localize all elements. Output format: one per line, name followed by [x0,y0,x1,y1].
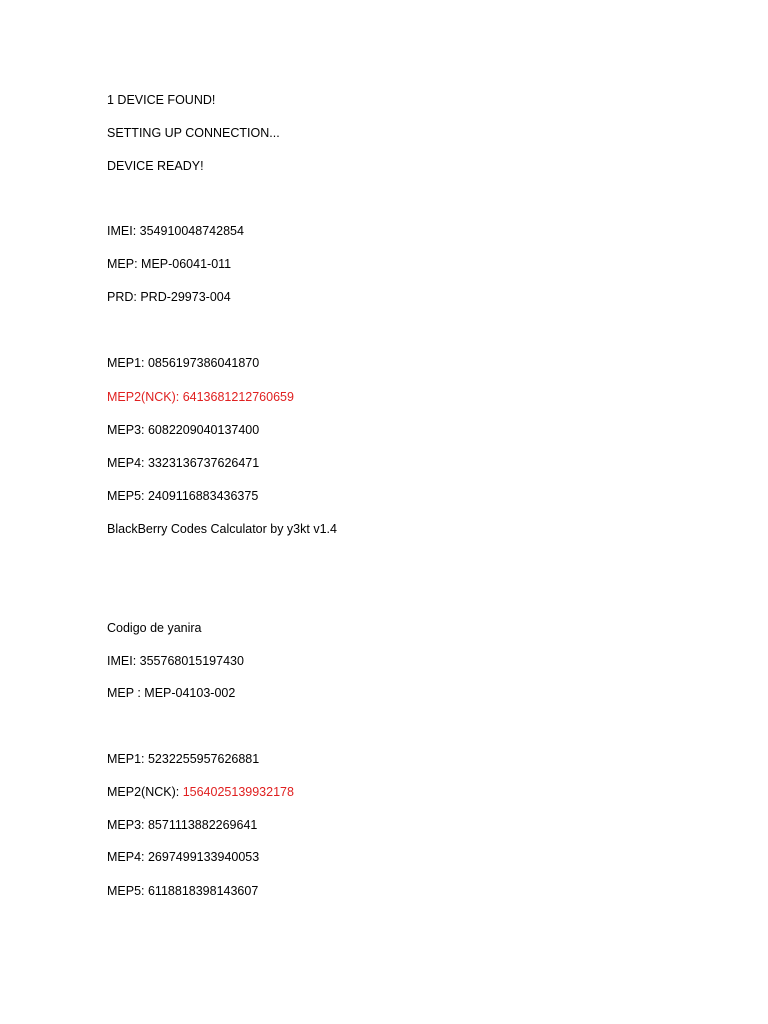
mep5-line-2: MEP5: 6118818398143607 [107,884,259,898]
mep5-line-1: MEP5: 2409116883436375 [107,489,259,503]
calculator-credit-line: BlackBerry Codes Calculator by y3kt v1.4 [107,522,337,536]
mep2-nck-line-1: MEP2(NCK): 6413681212760659 [107,390,294,404]
imei-line-1: IMEI: 354910048742854 [107,224,244,238]
mep4-line-2: MEP4: 2697499133940053 [107,850,260,864]
mep3-line-2: MEP3: 8571113882269641 [107,818,258,832]
mep-line-2: MEP : MEP-04103-002 [107,686,236,700]
device-ready-line: DEVICE READY! [107,159,204,173]
mep2-nck-label-2: MEP2(NCK): [107,785,183,799]
device-found-line: 1 DEVICE FOUND! [107,93,216,107]
mep1-line-1: MEP1: 0856197386041870 [107,356,260,370]
mep-line-1: MEP: MEP-06041-011 [107,257,232,271]
mep4-line-1: MEP4: 3323136737626471 [107,456,260,470]
mep2-nck-value-2: 1564025139932178 [182,785,294,799]
mep3-line-1: MEP3: 6082209040137400 [107,423,260,437]
mep2-nck-line-2 [107,784,294,800]
imei-line-2: IMEI: 355768015197430 [107,654,244,668]
mep1-line-2: MEP1: 5232255957626881 [107,752,260,766]
setting-up-line: SETTING UP CONNECTION... [107,126,280,140]
prd-line-1: PRD: PRD-29973-004 [107,290,231,304]
codigo-heading-line: Codigo de yanira [107,621,202,635]
